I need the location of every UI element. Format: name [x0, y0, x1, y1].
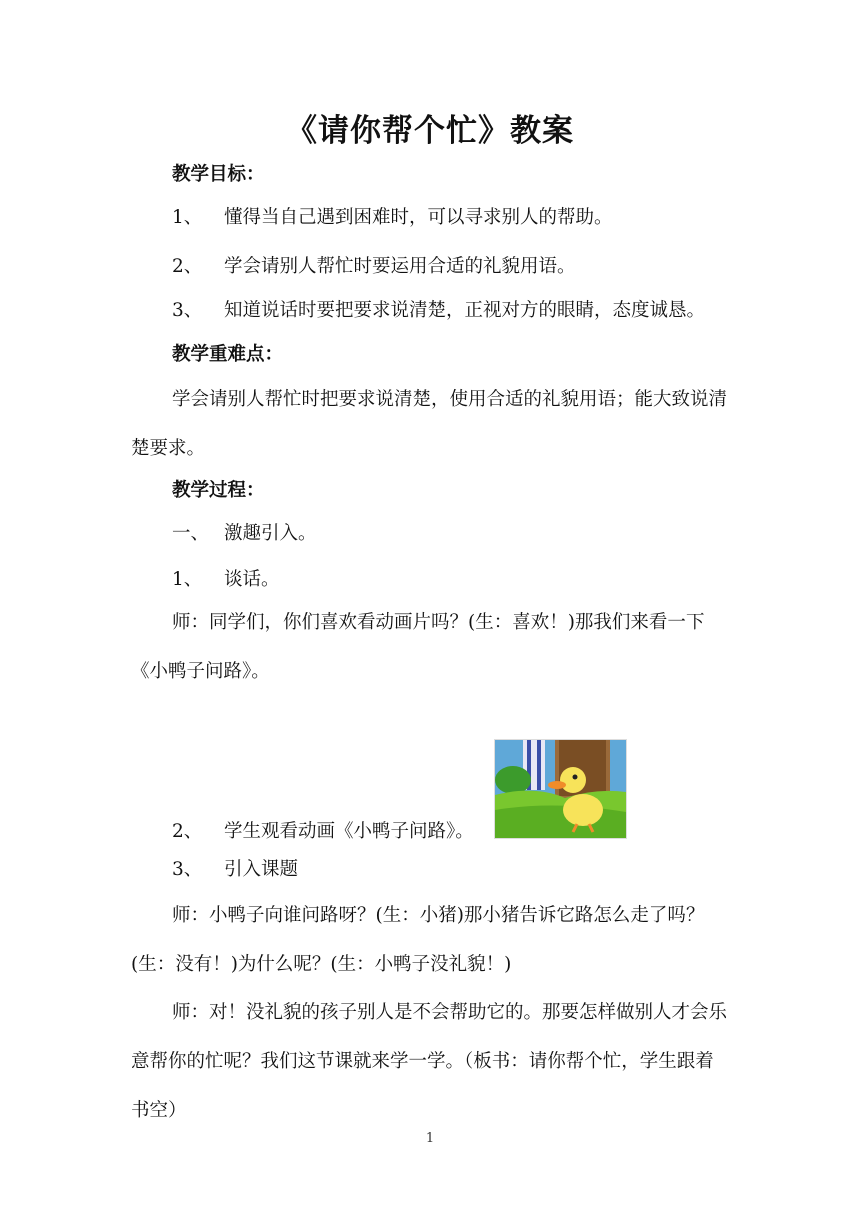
goal-item	[172, 205, 613, 231]
sub-step-number: 1、	[172, 569, 203, 590]
sub-step-text: 谈话。	[224, 569, 280, 590]
key-points-paragraph	[131, 375, 731, 473]
sub-step-item	[172, 857, 298, 883]
document-title: 《请你帮个忙》教案	[286, 113, 574, 149]
sub-step-item	[172, 567, 280, 593]
goal-number: 2、	[172, 256, 203, 277]
sub-step-text: 学生观看动画《小鸭子问路》。	[224, 821, 474, 842]
process-heading: 教学过程：	[172, 480, 265, 501]
key-points-heading: 教学重难点：	[172, 344, 284, 365]
dialogue-text: 师：对！没礼貌的孩子别人是不会帮助它的。那要怎样做别人才会乐意帮你的忙呢？我们这节课就来学一学。（板书：请你帮个忙，学生跟着书空）	[131, 1002, 728, 1121]
dialogue-paragraph	[131, 598, 731, 696]
sub-step-number: 3、	[172, 859, 203, 880]
duckling-cartoon-image	[494, 739, 627, 839]
dialogue-paragraph	[131, 891, 731, 989]
sub-step-text: 引入课题	[224, 859, 299, 880]
dialogue-text: 师：小鸭子向谁问路呀？(生：小猪)那小猪告诉它路怎么走了吗？(生：没有！)为什么呢？(生：小鸭子没礼貌！)	[131, 905, 705, 975]
goal-text: 学会请别人帮忙时要运用合适的礼貌用语。	[224, 256, 576, 277]
goals-heading: 教学目标：	[172, 164, 265, 185]
sub-step-number: 2、	[172, 821, 203, 842]
duckling-cartoon-icon	[495, 740, 626, 838]
goal-number: 1、	[172, 207, 203, 228]
key-points-text: 学会请别人帮忙时把要求说清楚，使用合适的礼貌用语；能大致说清楚要求。	[131, 389, 728, 459]
step-number: 一、	[172, 523, 210, 544]
goal-number: 3、	[172, 300, 203, 321]
dialogue-paragraph	[131, 988, 731, 1135]
page-number: 1	[425, 1131, 435, 1146]
dialogue-text: 师：同学们，你们喜欢看动画片吗？(生：喜欢！)那我们来看一下《小鸭子问路》。	[131, 612, 705, 682]
goal-item	[172, 254, 576, 280]
sub-step-item	[172, 819, 474, 845]
step-item	[172, 521, 317, 547]
step-text: 激趣引入。	[224, 523, 317, 544]
goal-text: 懂得当自己遇到困难时，可以寻求别人的帮助。	[224, 207, 613, 228]
goal-item	[172, 298, 705, 324]
goal-text: 知道说话时要把要求说清楚，正视对方的眼睛，态度诚恳。	[224, 300, 706, 321]
